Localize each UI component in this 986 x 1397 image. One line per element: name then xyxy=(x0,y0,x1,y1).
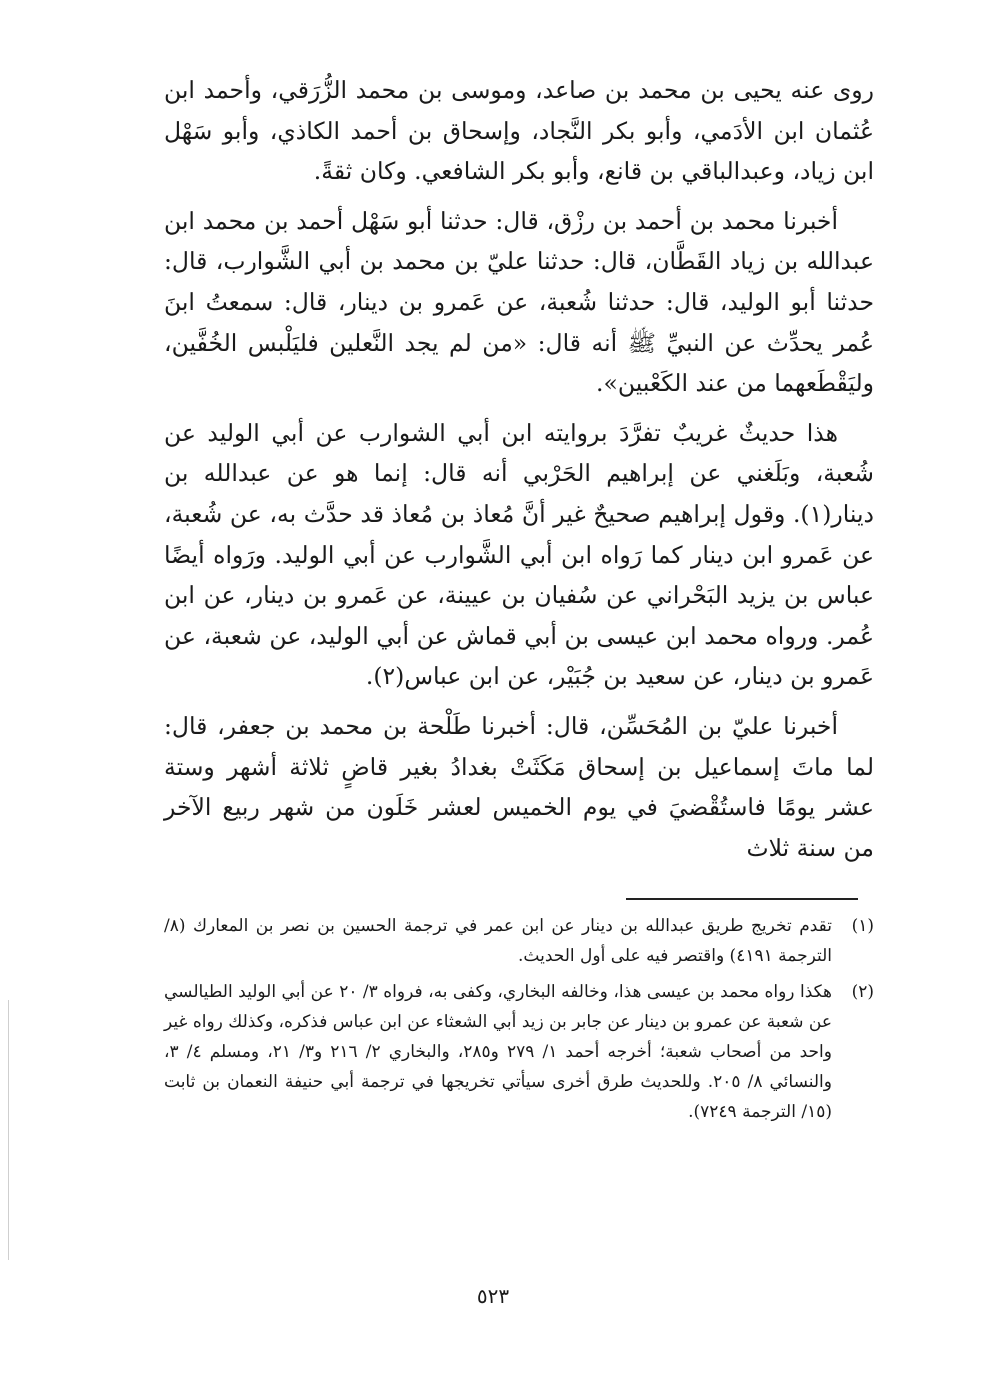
footnote-1 xyxy=(164,911,874,971)
footnote-text: هكذا رواه محمد بن عيسى هذا، وخالفه البخاري، وكفى به، فرواه ٣/ ٢٠ عن أبي الوليد الطيالسي عن شعبة عن عمرو بن دينار عن جابر بن زيد أبي الشعثاء عن ابن عباس فذكره، وكذلك رواه غير واحد من أصحاب شعبة؛ أخرجه أحمد ١/ ٢٧٩ و٢٨٥، والبخاري ٢/ ٢١٦ و٣/ ٢١، ومسلم ٤/ ٣، والنسائي ٨/ ٢٠٥. وللحديث طرق أخرى سيأتي تخريجها في ترجمة أبي حنيفة النعمان بن ثابت (١٥/ الترجمة ٧٢٤٩). xyxy=(164,982,832,1122)
paragraph-qadi: أخبرنا عليّ بن المُحَسِّن، قال: أخبرنا طَلْحة بن محمد بن جعفر، قال: لما ماتَ إسماعيل بن إسحاق مَكَثَتْ بغدادُ بغير قاضٍ ثلاثة أشهر وستة عشر يومًا فاستُقْضيَ في يوم الخميس لعشر خَلَون من شهر ربيع الآخر من سنة ثلاث xyxy=(164,711,874,862)
page-number: ٥٢٣ xyxy=(476,1284,510,1308)
footnotes xyxy=(164,911,874,1133)
footnote-text: تقدم تخريج طريق عبدالله بن دينار عن ابن عمر في ترجمة الحسين بن نصر بن المعارك (٨/ الترجمة ٤١٩١) واقتصر فيه على أول الحديث. xyxy=(164,916,832,966)
scan-edge-line xyxy=(8,1000,9,1260)
footnote-number: (١) xyxy=(851,916,874,936)
paragraph-commentary: هذا حديثٌ غريبٌ تفرَّدَ بروايته ابن أبي الشوارب عن أبي الوليد عن شُعبة، وبَلَغني عن إبراهيم الحَرْبي أنه قال: إنما هو عن عبدالله بن دينار(١). وقول إبراهيم صحيحٌ غير أنَّ مُعاذ بن مُعاذ قد حدَّث به، عن شُعبة، عن عَمرو ابن دينار كما رَواه ابن أبي الشَّوارب عن أبي الوليد. ورَواه أيضًا عباس بن يزيد البَحْراني عن سُفيان بن عيينة، عن عَمرو بن دينار، عن ابن عُمر. ورواه محمد ابن عيسى بن أبي قماش عن أبي الوليد، عن شعبة، عن عَمرو بن دينار، عن سعيد بن جُبَيْر، عن ابن عباس(٢). xyxy=(164,418,874,691)
footnote-number: (٢) xyxy=(851,982,874,1002)
paragraph-hadith: أخبرنا محمد بن أحمد بن رزْق، قال: حدثنا أبو سَهْل أحمد بن محمد ابن عبدالله بن زياد القَطَّان، قال: حدثنا عليّ بن محمد بن أبي الشَّوارب، قال: حدثنا أبو الوليد، قال: حدثنا شُعبة، عن عَمرو بن دينار، قال: سمعتُ ابنَ عُمر يحدِّث عن النبيِّ ﷺ أنه قال: «من لم يجد النَّعلين فليَلْبس الخُفَّين، وليَقْطَعهما من عند الكَعْبين». xyxy=(164,206,874,398)
footnote-separator xyxy=(626,898,858,900)
footnote-2 xyxy=(164,977,874,1127)
main-text xyxy=(164,70,874,877)
paragraph-narrators: روى عنه يحيى بن محمد بن صاعد، وموسى بن محمد الزُّرَقي، وأحمد ابن عُثمان ابن الأدَمي، وأبو بكر النَّجاد، وإسحاق بن أحمد الكاذي، وأبو سَهْل ابن زياد، وعبدالباقي بن قانع، وأبو بكر الشافعي. وكان ثقةً. xyxy=(164,76,874,186)
